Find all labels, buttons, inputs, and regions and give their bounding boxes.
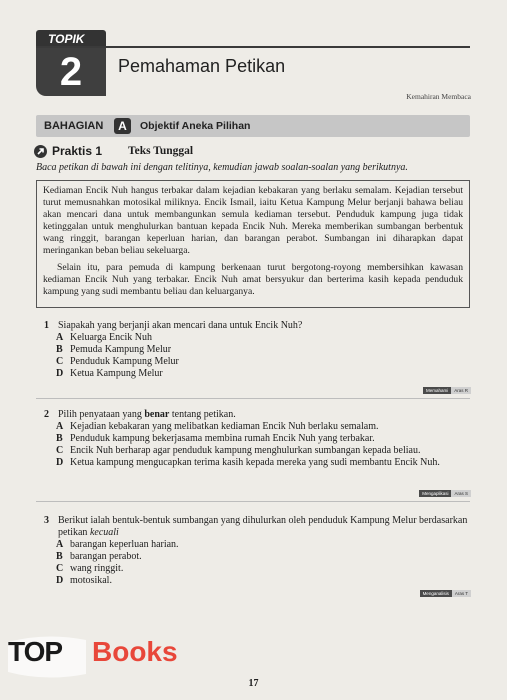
- option-c[interactable]: [44, 445, 470, 457]
- topic-label: TOPIK: [36, 30, 106, 48]
- option-letter: D: [56, 368, 64, 379]
- option-c[interactable]: [44, 356, 470, 368]
- question-3: [44, 515, 470, 587]
- section-label: BAHAGIAN: [44, 120, 104, 132]
- option-text: barangan perabot.: [70, 551, 142, 562]
- option-d[interactable]: [44, 368, 470, 380]
- option-text: Ketua Kampung Melur: [70, 368, 163, 379]
- option-letter: D: [56, 575, 64, 586]
- option-letter: B: [56, 551, 63, 562]
- option-text: Penduduk Kampung Melur: [70, 356, 179, 367]
- question-number: 2: [44, 409, 49, 420]
- arrow-bullet-icon: [34, 145, 47, 158]
- question-number: 1: [44, 320, 49, 331]
- topic-number: 2: [36, 48, 106, 96]
- divider: [36, 501, 470, 502]
- section-letter: A: [114, 118, 131, 134]
- tag-skill: Menganalisis: [420, 590, 452, 597]
- skill-label: Kemahiran Membaca: [406, 92, 471, 101]
- question-number: 3: [44, 515, 49, 526]
- option-letter: A: [56, 539, 64, 550]
- option-text: Penduduk kampung bekerjasama membina rumah Encik Nuh yang terbakar.: [70, 433, 375, 444]
- option-b[interactable]: [44, 433, 470, 445]
- option-a[interactable]: [44, 332, 470, 344]
- tag-level: Aras S: [451, 490, 471, 497]
- passage-box: [36, 180, 470, 308]
- option-text: barangan keperluan harian.: [70, 539, 179, 550]
- question-text-emphasis: benar: [144, 409, 170, 420]
- question-stem: [44, 320, 470, 332]
- skill-tag-3: [420, 590, 471, 597]
- option-text: Encik Nuh berharap agar penduduk kampung menghulurkan sumbangan kepada beliau.: [70, 445, 421, 456]
- option-a[interactable]: [44, 539, 470, 551]
- passage-paragraph-1: Kediaman Encik Nuh hangus terbakar dalam kejadian kebakaran yang berlaku semalam. Kejadian tersebut turut memusnahkan motosikal miliknya. Encik Ismail, iaitu Ketua Kampung Melur berjanji bahawa beliau akan mencari dana untuk membangunkan semula kediaman tersebut. Penduduk kampung juga tidak ketinggalan untuk menghulurkan bantuan kepada Encik Nuh. Mereka memberikan sumbangan berbentuk wang ringgit, barangan keperluan harian, dan barangan perabot. Sumbangan ini diharapkan dapat meringankan beban beliau sekeluarga.: [43, 185, 463, 256]
- option-letter: C: [56, 563, 64, 574]
- option-text: Kejadian kebakaran yang melibatkan kediaman Encik Nuh berlaku semalam.: [70, 421, 379, 432]
- option-d[interactable]: [44, 457, 470, 469]
- topic-title: Pemahaman Petikan: [118, 56, 286, 76]
- option-c[interactable]: [44, 563, 470, 575]
- question-text-pre: Berikut ialah bentuk-bentuk sumbangan yang dihulurkan oleh penduduk Kampung Melur berdasarkan petikan: [58, 515, 468, 538]
- option-letter: A: [56, 332, 64, 343]
- question-text-post: tentang petikan.: [171, 409, 236, 420]
- option-letter: D: [56, 457, 64, 468]
- option-letter: B: [56, 433, 63, 444]
- question-stem: [44, 409, 470, 421]
- option-d[interactable]: [44, 575, 470, 587]
- option-letter: C: [56, 445, 64, 456]
- option-text: Pemuda Kampung Melur: [70, 344, 172, 355]
- page-number: 17: [248, 678, 259, 689]
- tag-skill: Memahami: [423, 387, 451, 394]
- option-text: wang ringgit.: [70, 563, 124, 574]
- option-b[interactable]: [44, 551, 470, 563]
- logo-text-books: Books: [92, 636, 178, 667]
- passage-paragraph-2: Selain itu, para pemuda di kampung berkenaan turut bergotong-royong membersihkan kawasan kediaman Encik Nuh yang terbakar. Encik Nuh amat bersyukur dan berterima kasih kepada penduduk kampung yang sudi membantu beliau dan keluarganya.: [43, 262, 463, 297]
- option-letter: A: [56, 421, 64, 432]
- practice-label: Praktis 1: [52, 144, 103, 158]
- option-letter: B: [56, 344, 63, 355]
- tag-level: Aras R: [451, 387, 471, 394]
- option-letter: C: [56, 356, 64, 367]
- question-1: [44, 320, 470, 380]
- instruction-text: Baca petikan di bawah ini dengan telitinya, kemudian jawab soalan-soalan yang berikutnya.: [36, 162, 408, 173]
- option-text: motosikal.: [70, 575, 112, 586]
- logo-text-top: TOP: [8, 636, 63, 667]
- option-b[interactable]: [44, 344, 470, 356]
- divider: [36, 398, 470, 399]
- skill-tag-2: [419, 490, 471, 497]
- question-text-pre: Pilih penyataan yang: [58, 409, 142, 420]
- question-2: [44, 409, 470, 469]
- tag-level: Aras T: [452, 590, 471, 597]
- section-title: Objektif Aneka Pilihan: [140, 120, 251, 132]
- skill-tag-1: [423, 387, 471, 394]
- option-a[interactable]: [44, 421, 470, 433]
- tag-skill: Mengaplikasi: [419, 490, 451, 497]
- question-text: Siapakah yang berjanji akan mencari dana untuk Encik Nuh?: [58, 320, 303, 331]
- option-text: Ketua kampung mengucapkan terima kasih kepada mereka yang sudi membantu Encik Nuh.: [70, 457, 440, 468]
- question-text-emphasis: kecuali: [89, 527, 119, 538]
- option-text: Keluarga Encik Nuh: [70, 332, 153, 343]
- practice-title: Teks Tunggal: [128, 145, 194, 157]
- section-bar: [36, 115, 470, 137]
- question-stem: [44, 515, 470, 539]
